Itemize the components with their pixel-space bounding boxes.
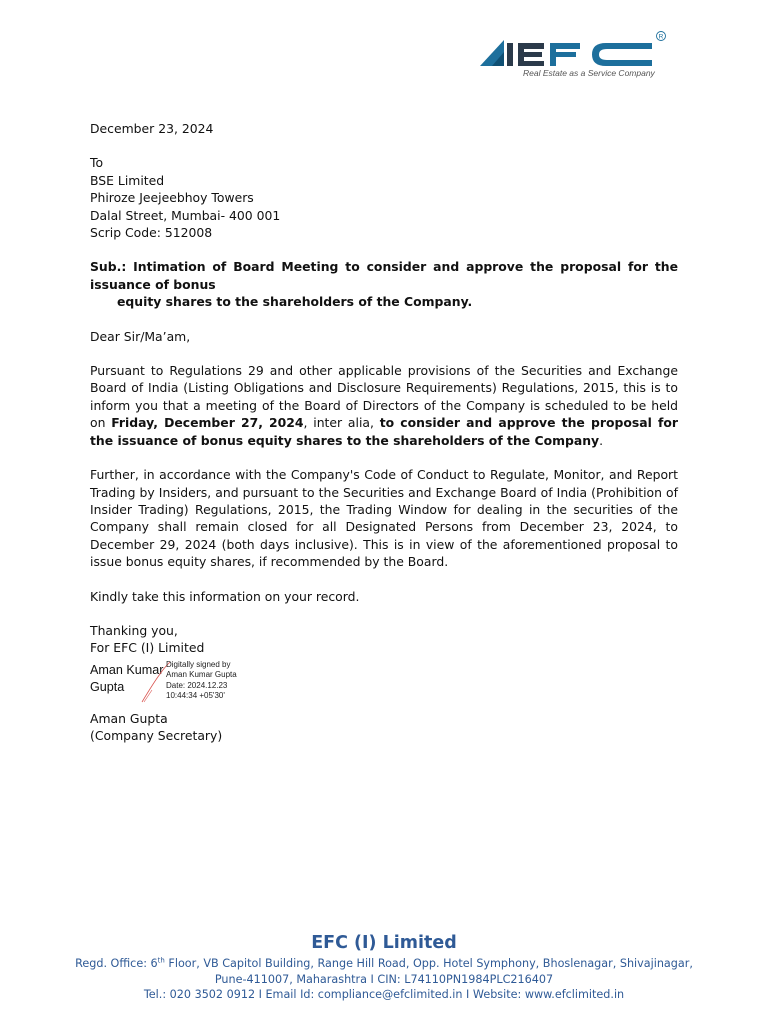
signatory-title: (Company Secretary) [90, 728, 223, 744]
recipient-name: BSE Limited [90, 172, 165, 188]
signatory-name: Aman Gupta [90, 710, 168, 726]
subject-line-2: equity shares to the shareholders of the Company. [117, 294, 473, 310]
subject-line-1: Sub.: Intimation of Board Meeting to consider and approve the proposal for the issuance of bonus [90, 259, 678, 292]
company-line: For EFC (I) Limited [90, 640, 205, 656]
registered-mark: R [658, 33, 664, 41]
recipient-to: To [90, 155, 104, 171]
footer-address-post: Floor, VB Capitol Building, Range Hill Road, Opp. Hotel Symphony, Bhoslenagar, Shivajinagar, [164, 957, 693, 970]
letter-date: December 23, 2024 [90, 121, 214, 136]
signature-name-2: Gupta [90, 679, 125, 694]
paragraph-trading-window: Further, in accordance with the Company's Code of Conduct to Regulate, Monitor, and Report Trading by Insiders, and pursuant to the Securities and Exchange Board of India (Prohibition of Insider Trading) Regulations, 2015, the Trading Window for dealing in the securities of the Company shall remain closed for all Designated Persons from December 23, 2024, to December 29, 2024 (both days inclusive). This is in view of the aforementioned proposal to issue bonus equity shares, if recommended by the Board. [90, 467, 678, 570]
digital-signature [90, 658, 678, 710]
footer-address-sup: th [157, 956, 165, 965]
signature-name-1: Aman Kumar [90, 662, 164, 677]
logo-tagline: Real Estate as a Service Company [523, 68, 655, 78]
sig-meta-4: 10:44:34 +05'30' [166, 690, 225, 700]
scrip-code: Scrip Code: 512008 [90, 225, 213, 241]
closing: Thanking you, [90, 622, 178, 638]
recipient-address-2: Dalal Street, Mumbai- 400 001 [90, 207, 281, 223]
letter-body [90, 120, 678, 745]
sig-meta-2: Aman Kumar Gupta [166, 670, 237, 680]
para1-text-2: , inter alia, [303, 415, 380, 431]
footer-address [0, 956, 768, 972]
salutation: Dear Sir/Ma’am, [90, 328, 191, 344]
footer-address-2: Pune-411007, Maharashtra I CIN: L74110PN1984PLC216407 [214, 972, 554, 986]
sig-meta-3: Date: 2024.12.23 [166, 680, 228, 690]
meeting-purpose: to consider and approve the proposal for the issuance of bonus equity shares to the shareholders of the Company [90, 415, 679, 448]
signature-meta [166, 660, 237, 702]
footer [0, 930, 768, 1003]
subject [90, 258, 678, 310]
sig-meta-1: Digitally signed by [166, 659, 231, 669]
para1-end: . [599, 432, 604, 448]
record-request: Kindly take this information on your record. [90, 588, 360, 604]
footer-company-name: EFC (I) Limited [311, 933, 457, 953]
paragraph-board-meeting [90, 362, 678, 449]
footer-address-pre: Regd. Office: 6 [75, 957, 158, 970]
para1-text: Pursuant to Regulations 29 and other applicable provisions of the Securities and Exchange Board of India (Listing Obligations and Disclosure Requirements) Regulations, 2015, this is to inform you that a meeting of the Board of Directors of the Company is scheduled to be held on [90, 363, 678, 431]
footer-contact: Tel.: 020 3502 0912 I Email Id: compliance@efclimited.in I Website: www.efclimited.in [143, 988, 625, 1001]
recipient-address-1: Phiroze Jeejeebhoy Towers [90, 190, 254, 206]
meeting-date: Friday, December 27, 2024 [111, 415, 304, 431]
